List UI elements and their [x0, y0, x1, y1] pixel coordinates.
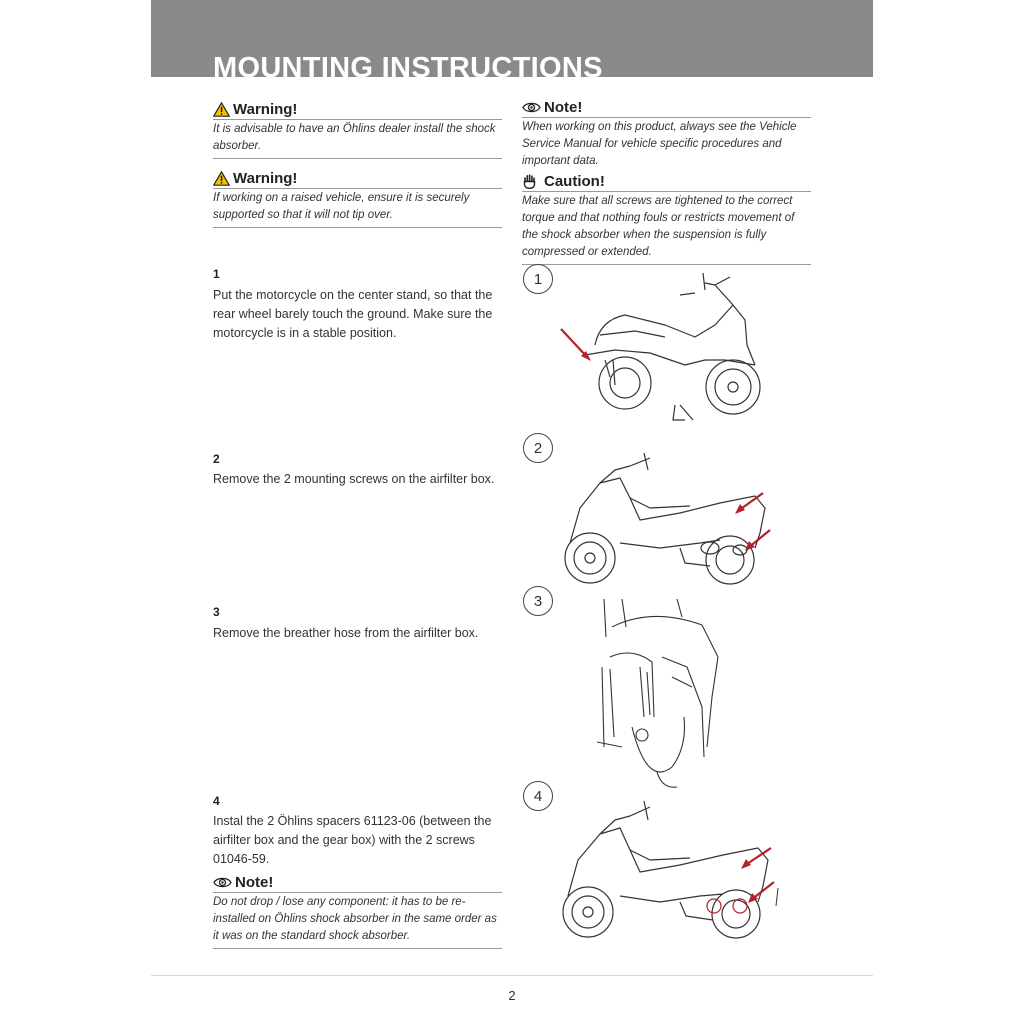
eye-icon	[522, 101, 541, 114]
figure-number: 2	[523, 433, 553, 463]
warning-triangle-icon	[213, 171, 230, 186]
warning-title: Warning!	[233, 100, 298, 118]
warning-box-1	[213, 100, 502, 159]
note-title: Note!	[235, 873, 274, 891]
caution-box	[522, 172, 811, 265]
step-number: 2	[213, 452, 220, 466]
step4-note-box	[213, 873, 502, 949]
figure-number: 3	[523, 586, 553, 616]
figure-number: 1	[523, 264, 553, 294]
warning-title: Warning!	[233, 169, 298, 187]
step-text: Instal the 2 Öhlins spacers 61123-06 (between the airfilter box and the gear box) with the 2 screws 01046-59.	[213, 814, 492, 866]
step-text: Remove the 2 mounting screws on the airfilter box.	[213, 472, 495, 486]
warning-triangle-icon	[213, 102, 230, 117]
eye-icon	[213, 876, 232, 889]
step-text: Put the motorcycle on the center stand, so that the rear wheel barely touch the ground. Make sure the motorcycle is in a stable position.	[213, 288, 493, 340]
footer-divider	[151, 975, 873, 976]
step-number: 4	[213, 794, 220, 808]
scooter-left-side-spacers-icon	[558, 798, 780, 944]
note-box	[522, 98, 811, 170]
note-text: Do not drop / lose any component: it has to be re-installed on Öhlins shock absorber in the same order as it was on the standard shock absorber.	[213, 896, 497, 942]
header-band	[151, 0, 873, 77]
scooter-rear-closeup-icon	[592, 597, 726, 793]
caution-title: Caution!	[544, 172, 605, 190]
note-text: When working on this product, always see the Vehicle Service Manual for vehicle specific procedures and important data.	[522, 121, 797, 167]
warning-text: If working on a raised vehicle, ensure it is securely supported so that it will not tip over.	[213, 192, 470, 221]
step-number: 3	[213, 605, 220, 619]
scooter-side-view-arrow-icon	[555, 265, 765, 425]
page-title: MOUNTING INSTRUCTIONS	[213, 52, 603, 77]
step-text: Remove the breather hose from the airfilter box.	[213, 626, 479, 640]
page-number: 2	[508, 988, 516, 1003]
figure-number: 4	[523, 781, 553, 811]
warning-text: It is advisable to have an Öhlins dealer install the shock absorber.	[213, 123, 496, 152]
scooter-left-side-arrows-icon	[560, 448, 778, 588]
note-title: Note!	[544, 98, 583, 116]
step-number: 1	[213, 267, 220, 281]
hand-stop-icon	[522, 174, 537, 189]
caution-text: Make sure that all screws are tightened to the correct torque and that nothing fouls or restricts movement of the shock absorber when the suspension is fully compressed or extended.	[522, 195, 795, 258]
warning-box-2	[213, 169, 502, 228]
